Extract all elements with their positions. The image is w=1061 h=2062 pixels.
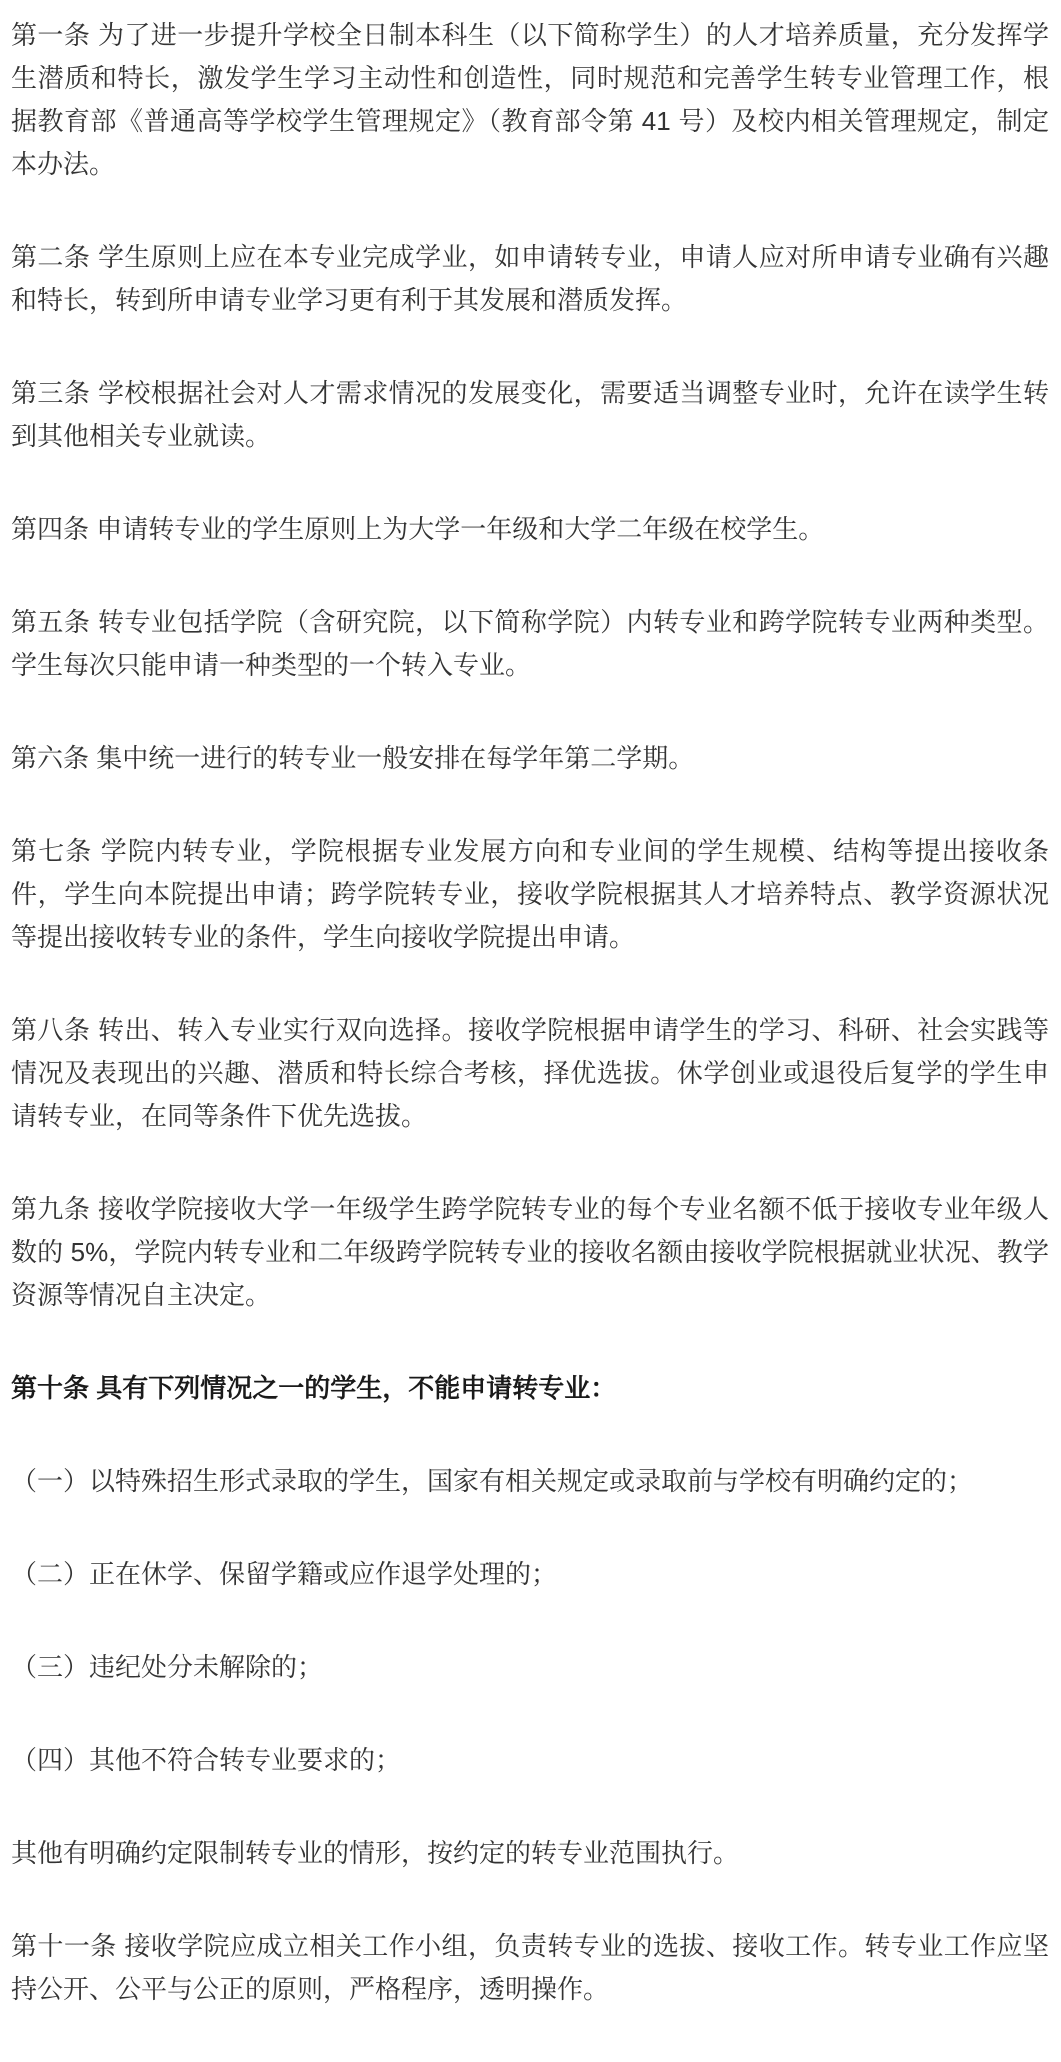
clause-6-paragraph: 第六条 集中统一进行的转专业一般安排在每学年第二学期。 [11, 743, 695, 773]
clause-1-paragraph: 第一条 为了进一步提升学校全日制本科生（以下简称学生）的人才培养质量，充分发挥学生潜质和特长，激发学生学习主动性和创造性，同时规范和完善学生转专业管理工作，根据教育部《普通高等学校学生管理规定》（教育部令第 41 号）及校内相关管理规定，制定本办法。 [11, 20, 1049, 179]
clause-10-item-1-paragraph: （一）以特殊招生形式录取的学生，国家有相关规定或录取前与学校有明确约定的； [11, 1466, 974, 1496]
clause-10-note-paragraph: 其他有明确约定限制转专业的情形，按约定的转专业范围执行。 [11, 1838, 740, 1868]
clause-11-paragraph: 第十一条 接收学院应成立相关工作小组，负责转专业的选拔、接收工作。转专业工作应坚持公开、公平与公正的原则，严格程序，透明操作。 [11, 1931, 1049, 2004]
clause-10-heading-paragraph: 第十条 具有下列情况之一的学生，不能申请转专业： [11, 1373, 617, 1403]
clause-10-item-4-paragraph: （四）其他不符合转专业要求的； [11, 1745, 402, 1775]
clause-8-paragraph: 第八条 转出、转入专业实行双向选择。接收学院根据申请学生的学习、科研、社会实践等情况及表现出的兴趣、潜质和特长综合考核，择优选拔。休学创业或退役后复学的学生申请转专业，在同等条件下优先选拔。 [11, 1015, 1049, 1131]
clause-9-paragraph: 第九条 接收学院接收大学一年级学生跨学院转专业的每个专业名额不低于接收专业年级人数的 5%，学院内转专业和二年级跨学院转专业的接收名额由接收学院根据就业状况、教学资源等情况自主决定。 [11, 1194, 1049, 1310]
clause-10-item-2-paragraph: （二）正在休学、保留学籍或应作退学处理的； [11, 1559, 558, 1589]
clause-10-item-3-paragraph: （三）违纪处分未解除的； [11, 1652, 324, 1682]
clause-2-paragraph: 第二条 学生原则上应在本专业完成学业，如申请转专业，申请人应对所申请专业确有兴趣和特长，转到所申请专业学习更有利于其发展和潜质发挥。 [11, 242, 1049, 315]
clause-7-paragraph: 第七条 学院内转专业，学院根据专业发展方向和专业间的学生规模、结构等提出接收条件，学生向本院提出申请；跨学院转专业，接收学院根据其人才培养特点、教学资源状况等提出接收转专业的条件，学生向接收学院提出申请。 [11, 836, 1049, 952]
clause-3-paragraph: 第三条 学校根据社会对人才需求情况的发展变化，需要适当调整专业时，允许在读学生转到其他相关专业就读。 [11, 378, 1049, 451]
clause-5-paragraph: 第五条 转专业包括学院（含研究院，以下简称学院）内转专业和跨学院转专业两种类型。学生每次只能申请一种类型的一个转入专业。 [11, 607, 1049, 680]
clause-4-paragraph: 第四条 申请转专业的学生原则上为大学一年级和大学二年级在校学生。 [11, 514, 825, 544]
